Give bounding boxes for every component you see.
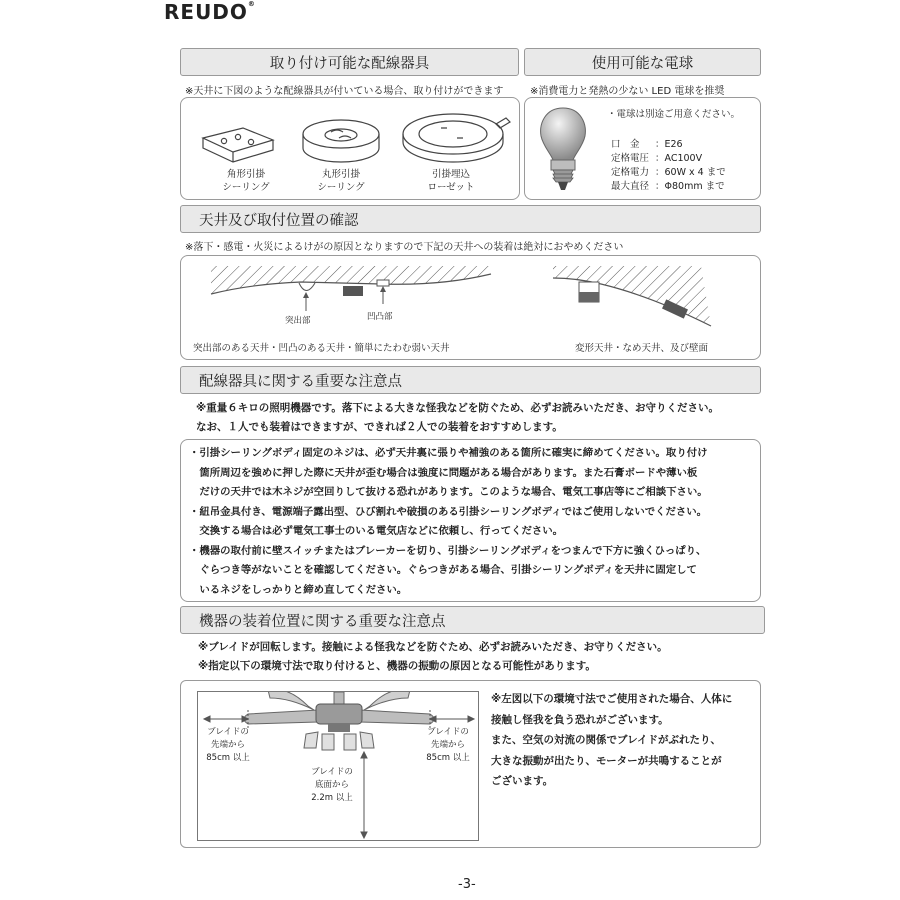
section-title-wiring-fixtures: 取り付け可能な配線器具 [180,48,519,76]
install-position-notes: ※ブレイドが回転します。接触による怪我などを防ぐため、必ずお読みいただき、お守りください。 ※指定以下の環境寸法で取り付けると、機器の振動の原因となる可能性があります。 [198,641,668,672]
led-bulb-icon [537,106,589,194]
bulb-separate-note: ・電球は別途ご用意ください。 [607,109,741,120]
ceiling-types-illustration [181,256,762,336]
label-protrusion: 突出部 [285,316,311,326]
spec-row-base: 口 金 ：E26 [611,139,683,150]
ceiling-check-box [180,255,761,360]
section-title-ceiling-check: 天井及び取付位置の確認 [180,205,761,233]
spec-row-power: 定格電力 ：60W x 4 まで [611,167,726,178]
wiring-precautions-intro: ※重量６キロの照明機器です。落下による大きな怪我などを防ぐため、必ずお読みいただき、お守りください。 なお、１人でも装着はできますが、できれば２人での装着をおすすめします。 [196,402,720,433]
clearance-warning-text: ※左図以下の環境寸法でご使用された場合、人体に 接触し怪我を負う恐れがございます。 また、空気の対流の関係でブレイドがぶれたり、 大きな振動が出たり、モーターが共鳴することが ございます。 [491,693,733,787]
uneven-ceiling-icon [211,266,491,311]
label-uneven: 凹凸部 [367,312,393,322]
section-title-bulbs: 使用可能な電球 [524,48,761,76]
caption-sloped-ceiling: 変形天井・なめ天井、及び壁面 [575,343,709,354]
right-clearance-label: ブレイドの 先端から 85cm 以上 [426,727,470,763]
bulb-specs [611,138,726,194]
clearance-diagram [197,691,479,841]
round-ceiling-rose-label: 丸形引掛 シーリング [317,169,365,193]
wiring-note: ※天井に下図のような配線器具が付いている場合、取り付けができます [185,86,504,97]
wiring-fixtures-box [180,97,520,200]
spec-row-voltage: 定格電圧 ：AC100V [611,153,703,164]
bulb-note: ※消費電力と発熱の少ない LED 電球を推奨 [530,86,725,97]
ceiling-warning-note: ※落下・感電・火災によるけがの原因となりますので下記の天井への装着は絶対におやめください [185,242,624,253]
embedded-rosette-label: 引掛埋込 ローゼット [427,169,475,193]
caption-uneven-ceiling: 突出部のある天井・凹凸のある天井・簡単にたわむ弱い天井 [193,343,450,354]
ceiling-fan-icon [244,692,434,750]
section-title-install-position: 機器の装着位置に関する重要な注意点 [180,606,765,634]
height-clearance-label: ブレイドの 底面から 2.2m 以上 [311,767,353,803]
spec-row-diameter: 最大直径 ：Φ80mm まで [611,181,725,192]
left-clearance-label: ブレイドの 先端から 85cm 以上 [206,727,250,763]
round-ceiling-rose-icon [303,120,379,162]
wiring-fixtures-illustration [191,108,511,170]
bulb-box [524,97,761,200]
sloped-ceiling-icon [553,266,711,326]
wiring-precautions-box [180,439,761,602]
brand-logo: REUDO® [164,0,256,24]
wiring-precautions-list: ・引掛シーリングボディ固定のネジは、必ず天井裏に張りや補強のある箇所に確実に締めてください。取り付け 箇所周辺を強めに押した際に天井が歪む場合は強度に問題がある場合があります。また石膏ボードや薄い板 だけの天井では木ネジが空回りして抜ける恐れがあります。このような場合、電気工事店等にご相談下さい。 ・紐吊金具付き、電源端子露出型、ひび割れや破損のある引掛シーリングボディではご使用しないでください。 交換する場合は必ず電気工事士のいる電気店などに依頼し、行ってください。 ・機器の取付前に壁スイッチまたはブレーカーを切り、引掛シーリングボディをつまんで下方に強くひっぱり、 ぐらつき等がないことを確認してください。ぐらつきがある場合、引掛シーリングボディを天井に固定して いるネジをしっかりと締め直してください。 [189,447,708,596]
embedded-rosette-icon [403,114,510,162]
square-ceiling-rose-icon [203,128,273,162]
section-title-wiring-precautions: 配線器具に関する重要な注意点 [180,366,761,394]
square-ceiling-rose-label: 角形引掛 シーリング [222,169,270,193]
page-number: -3- [458,877,476,892]
install-position-box [180,680,761,848]
